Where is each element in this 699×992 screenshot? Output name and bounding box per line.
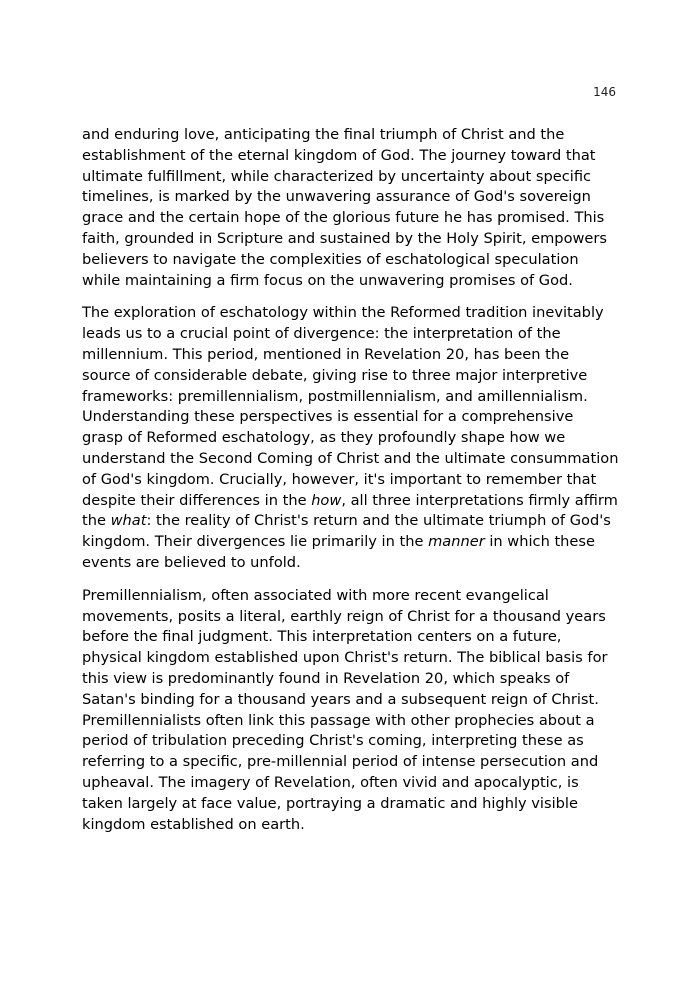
paragraph-3: Premillennialism, often associated with more recent evangelical movements, posits a literal, earthly reign of Christ for a thousand years before the final judgment. This interpretation centers on a future, physical kingdom established upon Christ's return. The biblical basis for this view is predominantly found in Revelation 20, which speaks of Satan's binding for a thousand years and a subsequent reign of Christ. Premillennialists often link this passage with other prophecies about a period of tribulation preceding Christ's coming, interpreting these as referring to a specific, pre-millennial period of intense persecution and upheaval. The imagery of Revelation, often vivid and apocalyptic, is taken largely at face value, portraying a dramatic and highly visible kingdom established on earth. [82, 586, 608, 833]
emphasis-what: what [110, 512, 147, 530]
paragraph-2 [82, 303, 619, 573]
emphasis-manner: manner [428, 533, 485, 551]
body-text [82, 125, 619, 847]
paragraph-2-text-4: in which these events are believed to unfold. [82, 533, 595, 571]
paragraph-2-text-2: , all three interpretations firmly affirm the [82, 491, 618, 530]
paragraph-2-text-3: : the reality of Christ's return and the ultimate triumph of God's kingdom. Their divergences lie primarily in the [82, 512, 611, 551]
paragraph-2-text-1: The exploration of eschatology within the Reformed tradition inevitably leads us to a crucial point of divergence: the interpretation of the millennium. This period, mentioned in Revelation 20, has been the source of considerable debate, giving rise to three major interpretive frameworks: premillennialism, postmillennialism, and amillennialism. Understanding these perspectives is essential for a comprehensive grasp of Reformed eschatology, as they profoundly shape how we understand the Second Coming of Christ and the ultimate consummation of God's kingdom. Crucially, however, it's important to remember that despite their differences in the [82, 304, 619, 509]
paragraph-1: and enduring love, anticipating the final triumph of Christ and the establishment of the eternal kingdom of God. The journey toward that ultimate fulfillment, while characterized by uncertainty about specific timelines, is marked by the unwavering assurance of God's sovereign grace and the certain hope of the glorious future he has promised. This faith, grounded in Scripture and sustained by the Holy Spirit, empowers believers to navigate the complexities of eschatological speculation while maintaining a firm focus on the unwavering promises of God. [82, 126, 608, 289]
page-number: 146 [593, 85, 616, 99]
emphasis-how: how [311, 491, 342, 509]
